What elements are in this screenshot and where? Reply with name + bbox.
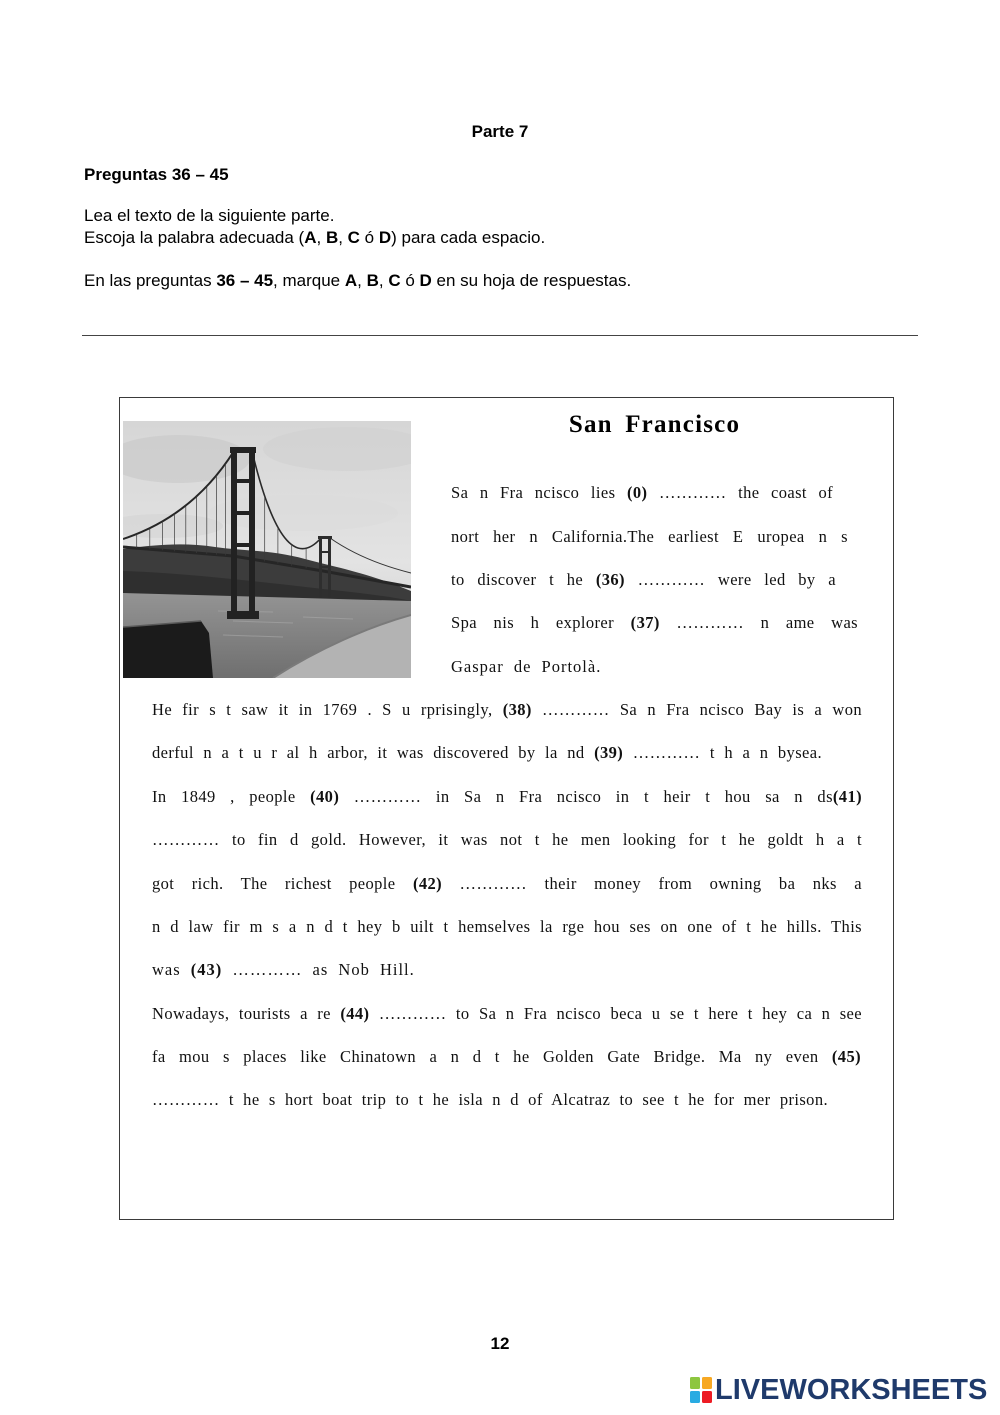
instruction-text: ó (359, 228, 379, 247)
logo-text: LIVEWORKSHEETS (715, 1374, 988, 1406)
passage-segment: n d law fir m s a n d t hey b uilt t hemselves la rge hou ses on one of t he hills. This (152, 916, 862, 936)
passage-segment: In 1849 , people (152, 786, 311, 806)
passage-segment: nort her n California.The earliest E uropea n s (451, 526, 848, 546)
gap-number: (45) (831, 1046, 861, 1066)
passage-line (152, 862, 862, 905)
instruction-text: , (338, 228, 348, 247)
instruction-text: , (378, 271, 389, 290)
questions-label: Preguntas 36 – 45 (84, 165, 229, 184)
passage-segment: derful n a t u r al h arbor, it was discovered by la nd (152, 743, 595, 763)
passage-segment: ………… in Sa n Fra ncisco in t heir t hou sa n ds (339, 786, 833, 806)
passage-segment: Spa nis h explorer (451, 613, 631, 633)
instruction-text: ) para cada espacio. (391, 228, 546, 247)
gap-number: (44) (340, 1003, 370, 1023)
instruction-text: ó (400, 271, 420, 290)
passage-segment: ………… the coast of (647, 483, 833, 503)
passage-line (152, 731, 822, 774)
passage-segment: fa mou s places like Chinatown a n d t he Golden Gate Bridge. Ma ny even (152, 1046, 832, 1066)
gap-number: (43) (190, 960, 223, 980)
passage-segment: to discover t he (451, 570, 596, 590)
gap-number: (37) (630, 613, 660, 633)
instruction-text: , marque (273, 271, 345, 290)
question-range: 36 – 45 (216, 271, 274, 290)
passage-segment: He fir s t saw it in 1769 . S u rprisingly, (152, 700, 503, 720)
option-letter: B (325, 228, 339, 247)
option-letter: A (344, 271, 358, 290)
gap-number: (39) (594, 743, 624, 763)
passage-line (152, 1035, 861, 1078)
passage-segment: was (152, 960, 191, 980)
option-letter: C (388, 271, 401, 290)
passage-segment: Sa n Fra ncisco lies (451, 483, 627, 503)
gap-number: (42) (412, 873, 443, 893)
passage-segment: ………… their money from owning ba nks a (442, 873, 862, 893)
gap-number: (36) (595, 570, 625, 590)
divider (82, 335, 918, 336)
page-number: 12 (490, 1334, 510, 1353)
passage-segment: got rich. The richest people (152, 873, 413, 893)
instruction-text: en su hoja de respuestas. (431, 271, 632, 290)
passage-segment: Nowadays, tourists a re (152, 1003, 341, 1023)
instruction-read: Lea el texto de la siguiente parte. (84, 206, 335, 225)
option-letter: B (366, 271, 379, 290)
instruction-choose (84, 227, 545, 249)
passage-segment: ………… n ame was (659, 613, 858, 633)
gap-number: (0) (626, 483, 648, 503)
gap-number: (41) (832, 786, 862, 806)
logo-icon (690, 1377, 712, 1403)
passage-line (152, 775, 862, 818)
instruction-mark (84, 270, 631, 292)
passage-line (451, 601, 858, 644)
passage-line (451, 558, 836, 601)
passage-segment: Gaspar de Portolà. (451, 656, 602, 676)
passage-segment: ………… Sa n Fra ncisco Bay is a won (531, 700, 862, 720)
passage-line (152, 818, 862, 861)
passage-line (152, 948, 862, 991)
gap-number: (38) (502, 700, 532, 720)
passage-line (451, 645, 862, 688)
passage-segment: ………… t he s hort boat trip to t he isla n d of Alcatraz to see t he for mer prison. (152, 1090, 828, 1110)
instruction-text: , (357, 271, 367, 290)
part-title: Parte 7 (471, 122, 529, 141)
passage-segment: ………… were led by a (624, 570, 836, 590)
passage-line (152, 1078, 828, 1121)
instruction-text: En las preguntas (84, 271, 217, 290)
passage-title: San Francisco (568, 411, 741, 438)
passage-line (451, 515, 848, 558)
passage-line (152, 992, 862, 1035)
liveworksheets-logo[interactable] (690, 1375, 987, 1405)
passage-line (152, 688, 862, 731)
passage-segment: ………… to Sa n Fra ncisco beca u se t here t hey ca n see (369, 1003, 862, 1023)
passage-segment: ………… t h a n bysea. (623, 743, 822, 763)
option-letter: D (378, 228, 392, 247)
instruction-text: Escoja la palabra adecuada ( (84, 228, 305, 247)
option-letter: A (304, 228, 317, 247)
passage-segment: ………… to fin d gold. However, it was not t he men looking for t he goldt h a t (152, 830, 862, 850)
gap-number: (40) (310, 786, 340, 806)
instruction-text: , (316, 228, 326, 247)
passage-line (451, 471, 833, 514)
passage-segment: ………… as Nob Hill. (222, 960, 415, 980)
option-letter: D (419, 271, 432, 290)
passage-text (152, 471, 862, 1121)
passage-line (152, 905, 862, 948)
option-letter: C (347, 228, 360, 247)
